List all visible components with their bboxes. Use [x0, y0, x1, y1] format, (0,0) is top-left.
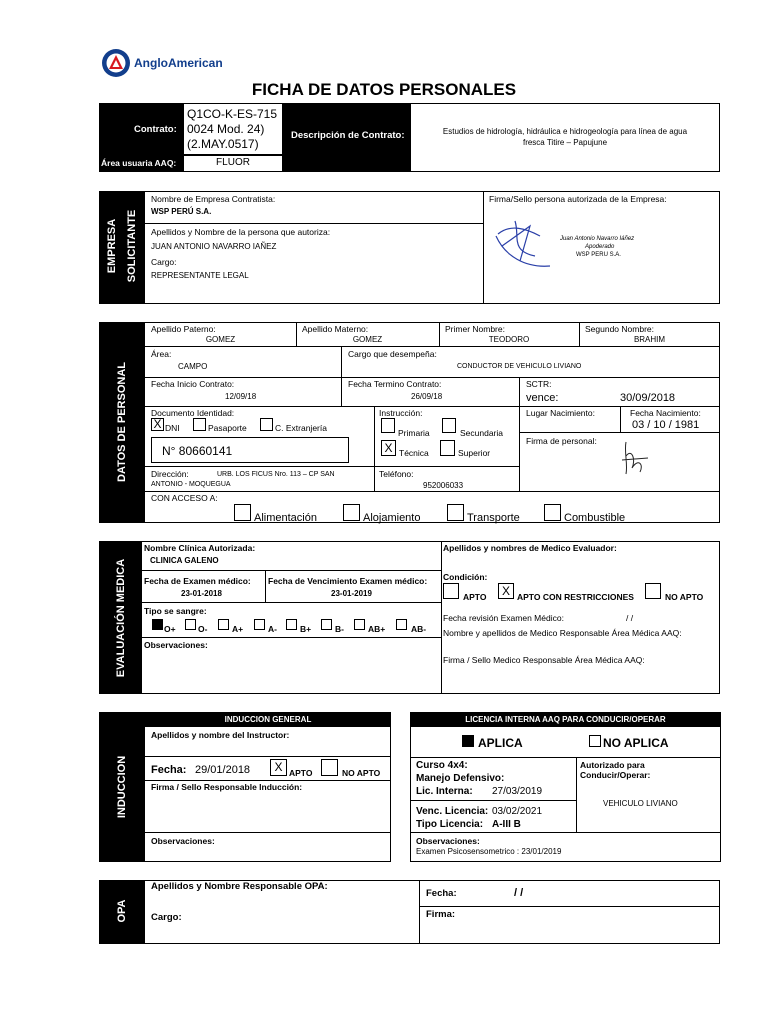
sangre-a-neg-checkbox[interactable]: [254, 619, 265, 630]
area-value: CAMPO: [178, 362, 208, 371]
divider: [145, 223, 483, 224]
induccion-no-apto-label: NO APTO: [342, 768, 381, 778]
autorizado-label-1: Autorizado para: [580, 760, 645, 770]
divider: [374, 406, 375, 491]
fecha-termino-value: 26/09/18: [411, 392, 443, 401]
fecha-nac-label: Fecha Nacimiento:: [630, 408, 701, 418]
sangre-a-neg-label: A-: [268, 624, 277, 634]
no-apto-label: NO APTO: [665, 592, 704, 602]
divider: [142, 637, 441, 638]
sangre-o-neg-checkbox[interactable]: [185, 619, 196, 630]
sangre-o-pos-checkbox[interactable]: [152, 619, 163, 630]
instruccion-label: Instrucción:: [379, 408, 423, 418]
ap-paterno-value: GOMEZ: [205, 335, 236, 344]
clinica-label: Nombre Clínica Autorizada:: [144, 543, 256, 553]
venc-licencia-value: 03/02/2021: [492, 806, 543, 817]
lic-interna-label: Lic. Interna:: [416, 786, 473, 797]
sangre-ab-neg-label: AB-: [411, 624, 427, 634]
clinica-value: CLINICA GALENO: [150, 556, 219, 565]
fecha-venc-label: Fecha de Vencimiento Examen médico:: [268, 576, 428, 586]
page-title: FICHA DE DATOS PERSONALES: [251, 80, 517, 99]
autorizado-label-2: Conducir/Operar:: [580, 770, 651, 780]
fecha-termino-label: Fecha Termino Contrato:: [348, 379, 442, 389]
telefono-label: Teléfono:: [379, 469, 414, 479]
superior-label: Superior: [458, 448, 491, 458]
transporte-label: Transporte: [467, 512, 520, 524]
induccion-apto-checkbox[interactable]: X: [270, 759, 287, 776]
company-logo: [101, 48, 231, 80]
fecha-venc-value: 23-01-2019: [331, 589, 372, 598]
segundo-nombre-label: Segundo Nombre:: [585, 324, 654, 334]
ap-materno-label: Apellido Materno:: [302, 324, 369, 334]
induccion-header: INDUCCION GENERAL: [224, 715, 312, 724]
opa-responsable-label: Apellidos y Nombre Responsable OPA:: [151, 881, 328, 892]
empresa-section-title-1: EMPRESA: [106, 218, 118, 274]
divider: [145, 346, 720, 347]
induccion-apto-label: APTO: [289, 768, 313, 778]
primer-nombre-value: TEODORO: [488, 335, 530, 344]
anglo-american-logo-icon: [101, 48, 131, 78]
combustible-checkbox[interactable]: [544, 504, 561, 521]
tecnica-label: Técnica: [399, 448, 429, 458]
ap-materno-value: GOMEZ: [352, 335, 383, 344]
tecnica-checkbox[interactable]: X: [381, 440, 396, 456]
no-aplica-label: NO APLICA: [603, 736, 669, 750]
primaria-label: Primaria: [398, 428, 430, 438]
contrato-value-line-2: 0024 Mod. 24): [187, 122, 265, 136]
curso-label: Curso 4x4:: [416, 760, 468, 771]
dni-checkbox[interactable]: X: [151, 418, 164, 431]
divider: [576, 757, 577, 832]
divider: [145, 832, 391, 833]
descripcion-value-2: fresca Titire – Papujune: [522, 138, 608, 147]
fecha-nac-value: 03 / 10 / 1981: [632, 419, 700, 431]
apto-label: APTO: [463, 592, 487, 602]
empresa-stamp-line-2: Apoderado: [585, 244, 615, 250]
primaria-checkbox[interactable]: [381, 418, 395, 433]
no-apto-checkbox[interactable]: [645, 583, 661, 599]
sangre-b-neg-label: B-: [335, 624, 344, 634]
empresa-cargo-value: REPRESENTANTE LEGAL: [151, 271, 249, 280]
alimentacion-label: Alimentación: [254, 512, 317, 524]
lic-interna-value: 27/03/2019: [492, 786, 543, 797]
revision-label: Fecha revisión Examen Médico:: [443, 613, 564, 623]
divider: [142, 570, 441, 571]
descripcion-value-1: Estudios de hidrología, hidráulica e hidrogeología para línea de agua: [442, 127, 688, 136]
medica-section-title: EVALUACIÓN MEDICA: [115, 558, 127, 678]
condicion-label: Condición:: [443, 572, 488, 582]
fecha-inicio-label: Fecha Inicio Contrato:: [151, 379, 235, 389]
pasaporte-checkbox[interactable]: [193, 418, 206, 431]
opa-fecha-slash: / /: [514, 887, 524, 899]
instructor-label: Apellidos y nombre del Instructor:: [151, 730, 290, 740]
dni-label: DNI: [165, 423, 180, 433]
ap-paterno-label: Apellido Paterno:: [151, 324, 216, 334]
apto-restricciones-label: APTO CON RESTRICCIONES: [517, 592, 634, 602]
sangre-ab-neg-checkbox[interactable]: [396, 619, 407, 630]
empresa-signature-icon: [490, 206, 560, 276]
divider: [483, 191, 484, 304]
extranjeria-checkbox[interactable]: [260, 418, 273, 431]
induccion-no-apto-checkbox[interactable]: [321, 759, 338, 776]
induccion-fecha-label: Fecha:: [151, 764, 187, 776]
divider: [145, 406, 720, 407]
dni-number: N° 80660141: [162, 444, 233, 458]
divider: [145, 491, 720, 492]
apto-checkbox[interactable]: [443, 583, 459, 599]
tipo-sangre-label: Tipo se sangre:: [144, 606, 207, 616]
divider: [441, 541, 442, 694]
divider: [265, 570, 266, 602]
licencia-header: LICENCIA INTERNA AAQ PARA CONDUCIR/OPERAR: [465, 715, 666, 724]
sangre-b-neg-checkbox[interactable]: [321, 619, 332, 630]
transporte-checkbox[interactable]: [447, 504, 464, 521]
cargo-value: CONDUCTOR DE VEHICULO LIVIANO: [457, 363, 582, 370]
contrato-value-line-3: (2.MAY.0517): [187, 137, 259, 151]
sangre-ab-pos-label: AB+: [368, 624, 386, 634]
superior-checkbox[interactable]: [440, 440, 455, 456]
revision-slash: / /: [626, 613, 634, 623]
sctr-label: SCTR:: [526, 379, 552, 389]
autorizado-value: VEHICULO LIVIANO: [603, 799, 678, 808]
lugar-nac-label: Lugar Nacimiento:: [526, 408, 595, 418]
descripcion-label: Descripción de Contrato:: [291, 130, 405, 141]
apto-restricciones-checkbox[interactable]: X: [498, 583, 514, 599]
alojamiento-label: Alojamiento: [363, 512, 421, 524]
aplica-checkbox[interactable]: [462, 735, 474, 747]
direccion-value-1: URB. LOS FICUS Nro. 113 – CP SAN: [217, 471, 335, 478]
venc-licencia-label: Venc. Licencia:: [416, 806, 489, 817]
sangre-b-pos-label: B+: [300, 624, 312, 634]
secundaria-label: Secundaria: [460, 428, 504, 438]
divider: [145, 756, 391, 757]
opa-cargo-label: Cargo:: [151, 912, 182, 923]
induccion-section-title: INDUCCION: [116, 755, 128, 819]
vence-label: vence:: [526, 392, 559, 404]
alimentacion-checkbox[interactable]: [234, 504, 251, 521]
divider: [410, 832, 721, 833]
fecha-examen-label: Fecha de Examen médico:: [144, 576, 251, 586]
opa-section-title: OPA: [116, 899, 128, 923]
empresa-stamp-line-1: Juan Antonio Navarro Iáñez: [560, 236, 635, 242]
tipo-licencia-label: Tipo Licencia:: [416, 819, 484, 830]
acceso-label: CON ACCESO A:: [151, 493, 218, 503]
sangre-a-pos-checkbox[interactable]: [218, 619, 229, 630]
aplica-label: APLICA: [478, 736, 523, 750]
divider: [341, 346, 342, 406]
firma-personal-label: Firma de personal:: [526, 436, 597, 446]
pasaporte-label: Pasaporte: [208, 423, 247, 433]
licencia-observaciones-label: Observaciones:: [416, 836, 480, 846]
empresa-autoriza-value: JUAN ANTONIO NAVARRO IAÑEZ: [151, 242, 277, 251]
cargo-label: Cargo que desempeña:: [348, 349, 437, 359]
contrato-label: Contrato:: [134, 124, 177, 135]
area-usuaria-label: Área usuaria AAQ:: [101, 158, 177, 168]
divider: [145, 466, 519, 467]
empresa-nombre-label: Nombre de Empresa Contratista:: [151, 194, 276, 204]
divider: [410, 757, 721, 758]
personal-section-title: DATOS DE PERSONAL: [116, 362, 128, 482]
sangre-o-neg-label: O-: [198, 624, 208, 634]
direccion-value-2: ANTONIO - MOQUEGUA: [151, 481, 231, 488]
primer-nombre-label: Primer Nombre:: [445, 324, 505, 334]
manejo-label: Manejo Defensivo:: [416, 773, 505, 784]
direccion-label: Dirección:: [151, 469, 189, 479]
empresa-cargo-label: Cargo:: [151, 257, 177, 267]
extranjeria-label: C. Extranjería: [275, 423, 327, 433]
no-aplica-checkbox[interactable]: [589, 735, 601, 747]
medica-firma-label: Firma / Sello Medico Responsable Área Médica AAQ:: [443, 655, 645, 665]
sangre-ab-pos-checkbox[interactable]: [354, 619, 365, 630]
divider: [519, 377, 520, 491]
empresa-autoriza-label: Apellidos y Nombre de la persona que autoriza:: [151, 227, 331, 237]
alojamiento-checkbox[interactable]: [343, 504, 360, 521]
doc-identidad-label: Documento Identidad:: [151, 408, 235, 418]
divider: [620, 406, 621, 432]
divider: [419, 906, 720, 907]
combustible-label: Combustible: [564, 512, 626, 524]
opa-fecha-label: Fecha:: [426, 888, 457, 899]
opa-firma-label: Firma:: [426, 909, 456, 920]
personal-signature-icon: [618, 438, 654, 478]
empresa-stamp-line-3: WSP PERU S.A.: [576, 252, 621, 258]
divider: [145, 780, 391, 781]
induccion-firma-label: Firma / Sello Responsable Inducción:: [151, 782, 303, 792]
vence-value: 30/09/2018: [620, 392, 676, 404]
telefono-value: 952006033: [423, 481, 464, 490]
sangre-b-pos-checkbox[interactable]: [286, 619, 297, 630]
sangre-o-pos-label: O+: [164, 624, 176, 634]
divider: [519, 432, 720, 433]
medico-responsable-label: Nombre y apellidos de Medico Responsable Área Médica AAQ:: [443, 628, 682, 638]
observaciones-medica-label: Observaciones:: [144, 640, 208, 650]
tipo-licencia-value: A-III B: [492, 819, 521, 830]
segundo-nombre-value: BRAHIM: [633, 335, 666, 344]
contrato-value-line-1: Q1CO-K-ES-715: [187, 107, 278, 121]
secundaria-checkbox[interactable]: [442, 418, 456, 433]
induccion-fecha-value: 29/01/2018: [195, 764, 251, 776]
divider: [419, 880, 420, 944]
sangre-a-pos-label: A+: [232, 624, 244, 634]
logo-text: AngloAmerican: [134, 56, 223, 70]
fecha-examen-value: 23-01-2018: [181, 589, 222, 598]
area-label: Área:: [151, 349, 172, 359]
divider: [142, 602, 441, 603]
empresa-firma-label: Firma/Sello persona autorizada de la Empresa:: [489, 194, 667, 204]
medico-evaluador-label: Apellidos y nombres de Medico Evaluador:: [443, 543, 617, 553]
area-usuaria-value: FLUOR: [216, 157, 250, 168]
divider: [145, 377, 720, 378]
empresa-nombre-value: WSP PERÚ S.A.: [151, 207, 212, 216]
licencia-observaciones-value: Examen Psicosensometrico : 23/01/2019: [416, 847, 562, 856]
induccion-observaciones-label: Observaciones:: [151, 836, 215, 846]
divider: [410, 800, 576, 801]
fecha-inicio-value: 12/09/18: [225, 392, 257, 401]
empresa-section-title-2: SOLICITANTE: [126, 209, 138, 283]
